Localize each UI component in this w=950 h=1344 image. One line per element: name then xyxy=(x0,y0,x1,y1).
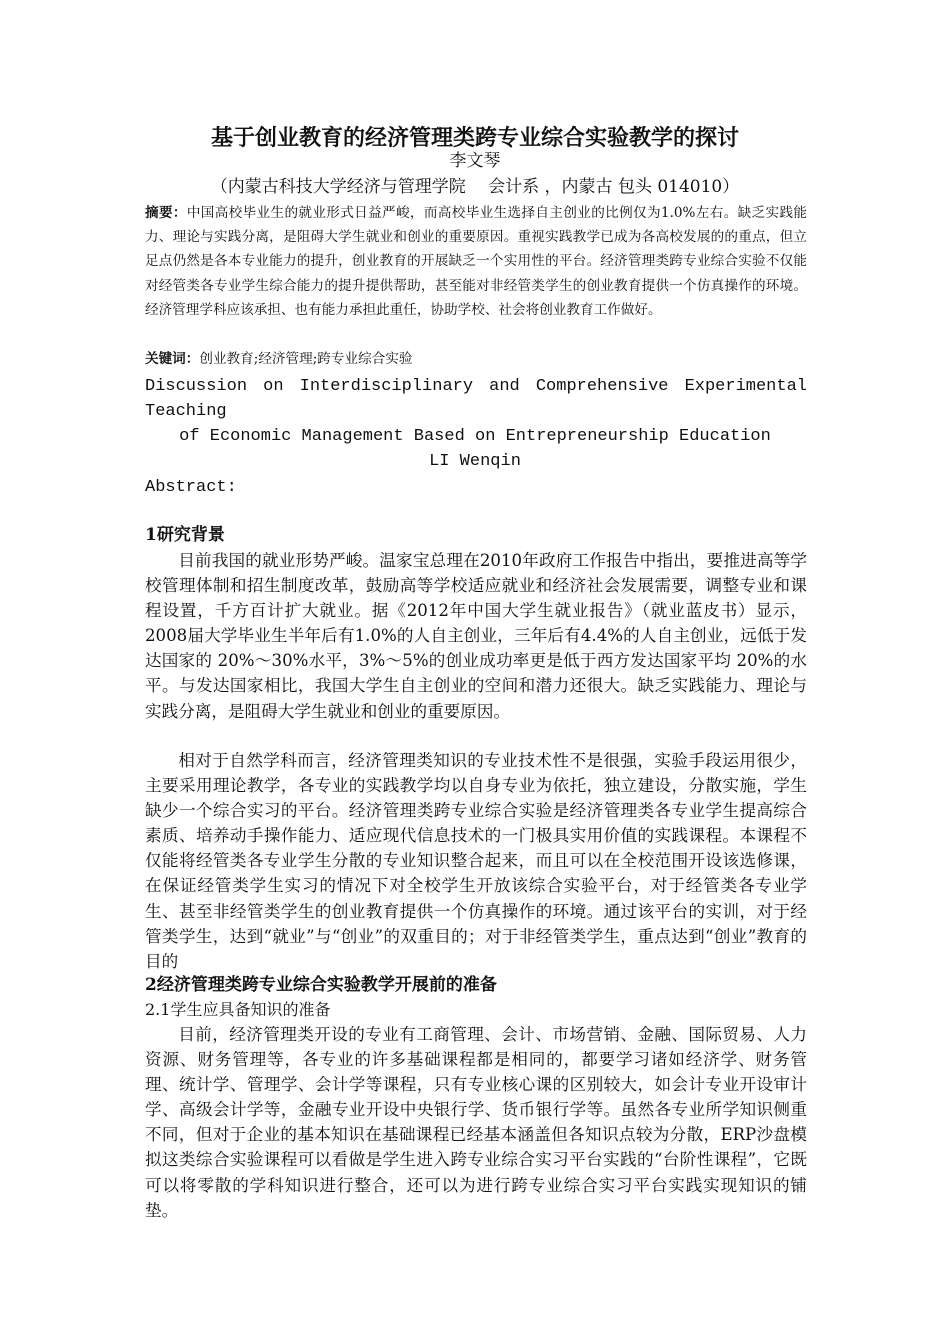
author-name: 李文琴 xyxy=(449,151,501,171)
section-1-paragraph-2: 相对于自然学科而言，经济管理类知识的专业技术性不是很强，实验手段运用很少，主要采用理论教学，各专业的实践教学均以自身专业为依托，独立建设，分散实施，学生缺少一个综合实习的平台。经济管理类跨专业综合实验是经济管理类各专业学生提高综合素质、培养动手操作能力、适应现代信息技术的一门极具实用价值的实践课程。本课程不仅能将经管类各专业学生分散的专业知识整合起来，而且可以在全校范围开设该选修课，在保证经管类学生实习的情况下对全校学生开放该综合实验平台，对于经管类各专业学生、甚至非经管类学生的创业教育提供一个仿真操作的环境。通过该平台的实训，对于经管类学生，达到“就业”与“创业”的双重目的；对于非经管类学生，重点达到“创业”教育的目的 xyxy=(145,751,807,971)
section-1-heading: 1研究背景 xyxy=(145,525,225,545)
chinese-abstract xyxy=(145,201,807,322)
paper-title: 基于创业教育的经济管理类跨专业综合实验教学的探讨 xyxy=(210,125,739,151)
section-1-paragraph-1: 目前我国的就业形势严峻。温家宝总理在2010年政府工作报告中指出，要推进高等学校管理体制和招生制度改革，鼓励高等学校适应就业和经济社会发展需要，调整专业和课程设置，千方百计扩大就业。据《2012年中国大学生就业报告》（就业蓝皮书）显示，2008届大学毕业生半年后有1.0%的人自主创业，三年后有4.4%的人自主创业，远低于发达国家的 20%～30%水平，3%～5%的创业成功率更是低于西方发达国家平均 20%的水平。与发达国家相比，我国大学生自主创业的空间和潜力还很大。缺乏实践能力、理论与实践分离，是阻碍大学生就业和创业的重要原因。 xyxy=(145,551,807,721)
abstract-text: 中国高校毕业生的就业形式日益严峻，而高校毕业生选择自主创业的比例仅为1.0%左右。缺乏实践能力、理论与实践分离，是阻碍大学生就业和创业的重要原因。重视实践教学已成为各高校发展的的重点，但立足点仍然是各本专业能力的提升，创业教育的开展缺乏一个实用性的平台。经济管理类跨专业综合实验不仅能对经管类各专业学生综合能力的提升提供帮助，甚至能对非经管类学生的创业教育提供一个仿真操作的环境。经济管理学科应该承担、也有能力承担此重任，协助学校、社会将创业教育工作做好。 xyxy=(145,205,807,318)
english-title-line1-cont: Teaching xyxy=(145,402,227,421)
english-abstract-label: Abstract: xyxy=(145,478,237,497)
keywords-label: 关键词： xyxy=(145,351,200,367)
keywords-text: 创业教育;经济管理;跨专业综合实验 xyxy=(199,351,413,367)
keywords xyxy=(145,348,807,370)
section-2-heading: 2经济管理类跨专业综合实验教学开展前的准备 xyxy=(145,975,497,995)
english-title-line1: Discussion on Interdisciplinary and Comprehensive Experimental xyxy=(145,377,807,396)
english-author: LI Wenqin xyxy=(429,452,521,471)
abstract-label: 摘要： xyxy=(145,205,187,221)
author-affiliation: （内蒙古科技大学经济与管理学院 会计系 ，内蒙古 包头 014010） xyxy=(210,177,740,197)
english-title-line2: of Economic Management Based on Entrepreneurship Education xyxy=(179,427,771,446)
section-2-1-heading: 2.1学生应具备知识的准备 xyxy=(145,1000,331,1019)
section-2-1-paragraph: 目前，经济管理类开设的专业有工商管理、会计、市场营销、金融、国际贸易、人力资源、财务管理等，各专业的许多基础课程都是相同的，都要学习诸如经济学、财务管理、统计学、管理学、会计学等课程，只有专业核心课的区别较大，如会计专业开设审计学、高级会计学等，金融专业开设中央银行学、货币银行学等。虽然各专业所学知识侧重不同，但对于企业的基本知识在基础课程已经基本涵盖但各知识点较为分散，ERP沙盘模拟这类综合实验课程可以看做是学生进入跨专业综合实习平台实践的“台阶性课程”，它既可以将零散的学科知识进行整合，还可以为进行跨专业综合实习平台实践实现知识的铺垫。 xyxy=(145,1025,807,1220)
